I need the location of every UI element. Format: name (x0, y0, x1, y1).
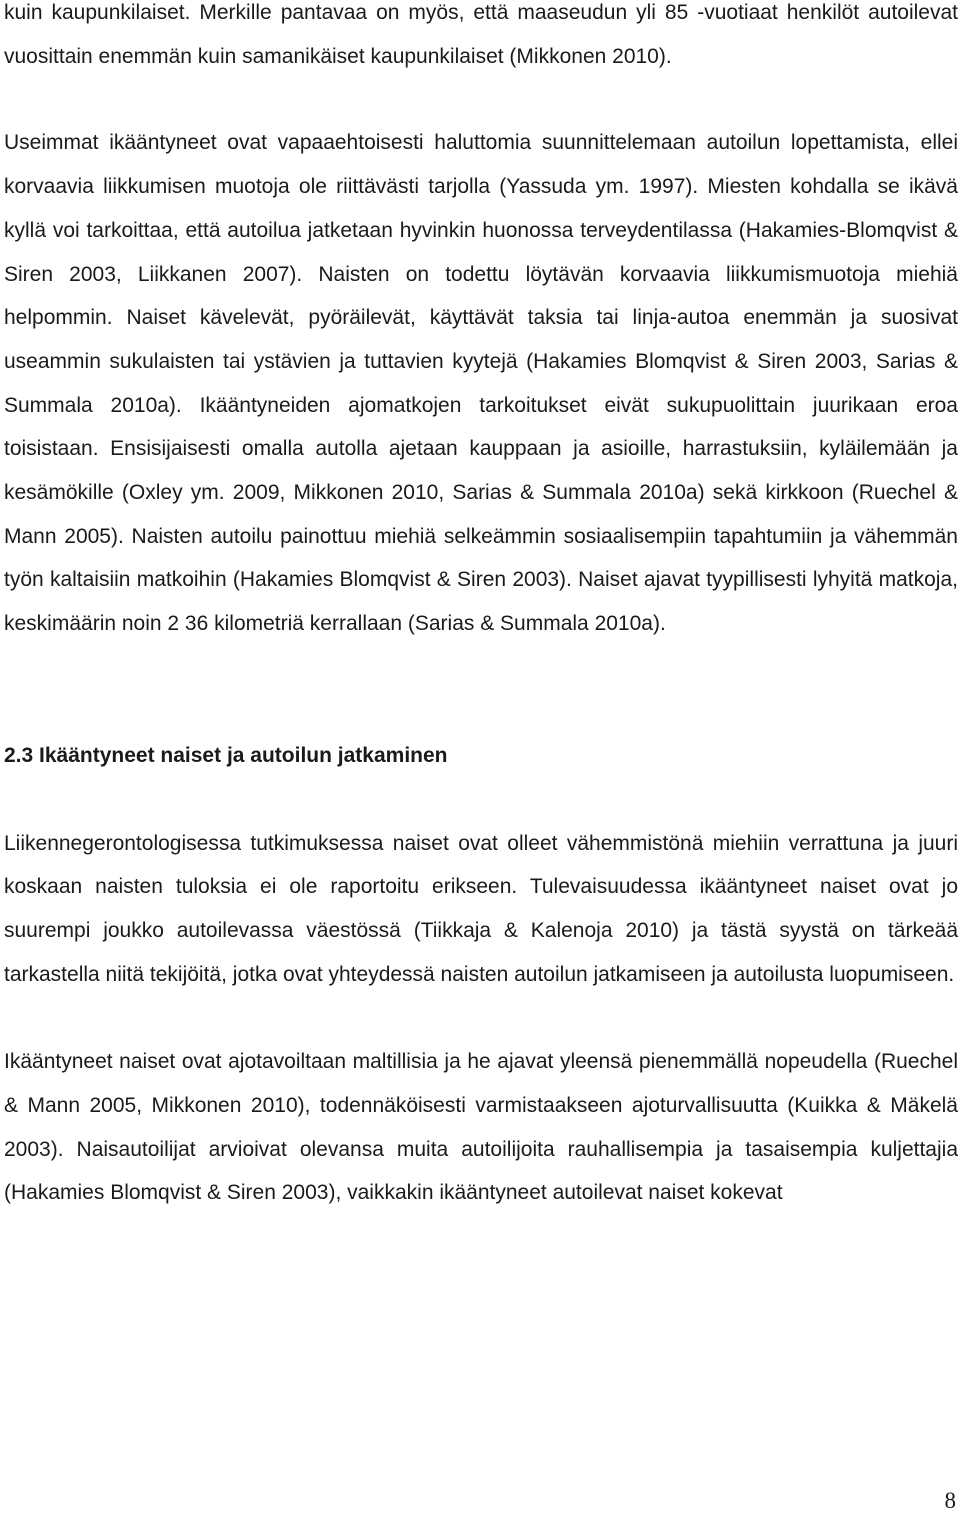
section-spacer (4, 646, 958, 734)
paragraph-urban-rural-driving: kuin kaupunkilaiset. Merkille pantavaa on myös, että maaseudun yli 85 -vuotiaat henkilöt autoilevat vuosittain enemmän kuin samanikäiset kaupunkilaiset (Mikkonen 2010). (4, 1, 958, 68)
paragraph-driving-cessation: Useimmat ikääntyneet ovat vapaaehtoisesti haluttomia suunnittelemaan autoilun lopettamista, ellei korvaavia liikkumisen muotoja ole riittävästi tarjolla (Yassuda ym. 1997). Miesten kohdalla se ikävä kyllä voi tarkoittaa, että autoilua jatketaan hyvinkin huonossa terveydentilassa (Hakamies-Blomqvist & Siren 2003, Liikkanen 2007). Naisten on todettu löytävän korvaavia liikkumismuotoja miehiä helpommin. Naiset kävelevät, pyöräilevät, käyttävät taksia tai linja-autoa enemmän ja suosivat useammin sukulaisten tai ystävien ja tuttavien kyytejä (Hakamies Blomqvist & Siren 2003, Sarias & Summala 2010a). Ikääntyneiden ajomatkojen tarkoitukset eivät sukupuolittain juurikaan eroa toisistaan. Ensisijaisesti omalla autolla ajetaan kauppaan ja asioille, harrastuksiin, kyläilemään ja kesämökille (Oxley ym. 2009, Mikkonen 2010, Sarias & Summala 2010a) sekä kirkkoon (Ruechel & Mann 2005). Naisten autoilu painottuu miehiä selkeämmin sosiaalisempiin tapahtumiin ja vähemmän työn kaltaisiin matkoihin (Hakamies Blomqvist & Siren 2003). Naiset ajavat tyypillisesti lyhyitä matkoja, keskimäärin noin 2 36 kilometriä kerrallaan (Sarias & Summala 2010a). (4, 131, 958, 636)
heading-spacer (4, 778, 958, 822)
paragraph-women-driving-style: Ikääntyneet naiset ovat ajotavoiltaan maltillisia ja he ajavat yleensä pienemmällä nopeudella (Ruechel & Mann 2005, Mikkonen 2010), todennäköisesti varmistaakseen ajoturvallisuutta (Kuikka & Mäkelä 2003). Naisautoilijat arvioivat olevansa muita autoilijoita rauhallisempia ja tasaisempia kuljettajia (Hakamies Blomqvist & Siren 2003), vaikkakin ikääntyneet autoilevat naiset kokevat (4, 1050, 958, 1205)
paragraph-spacer (4, 78, 958, 121)
section-heading: 2.3 Ikääntyneet naiset ja autoilun jatkaminen (4, 743, 448, 767)
paragraph-spacer (4, 996, 958, 1040)
paragraph-traffic-gerontology: Liikennegerontologisessa tutkimuksessa naiset ovat olleet vähemmistönä miehiin verrattuna ja juuri koskaan naisten tuloksia ei ole raportoitu erikseen. Tulevaisuudessa ikääntyneet naiset ovat jo suurempi joukko autoilevassa väestössä (Tiikkaja & Kalenoja 2010) ja tästä syystä on tärkeää tarkastella niitä tekijöitä, jotka ovat yhteydessä naisten autoilun jatkamiseen ja autoilusta luopumiseen. (4, 831, 958, 986)
page-number: 8 (944, 1488, 956, 1513)
document-page (4, 0, 958, 1215)
